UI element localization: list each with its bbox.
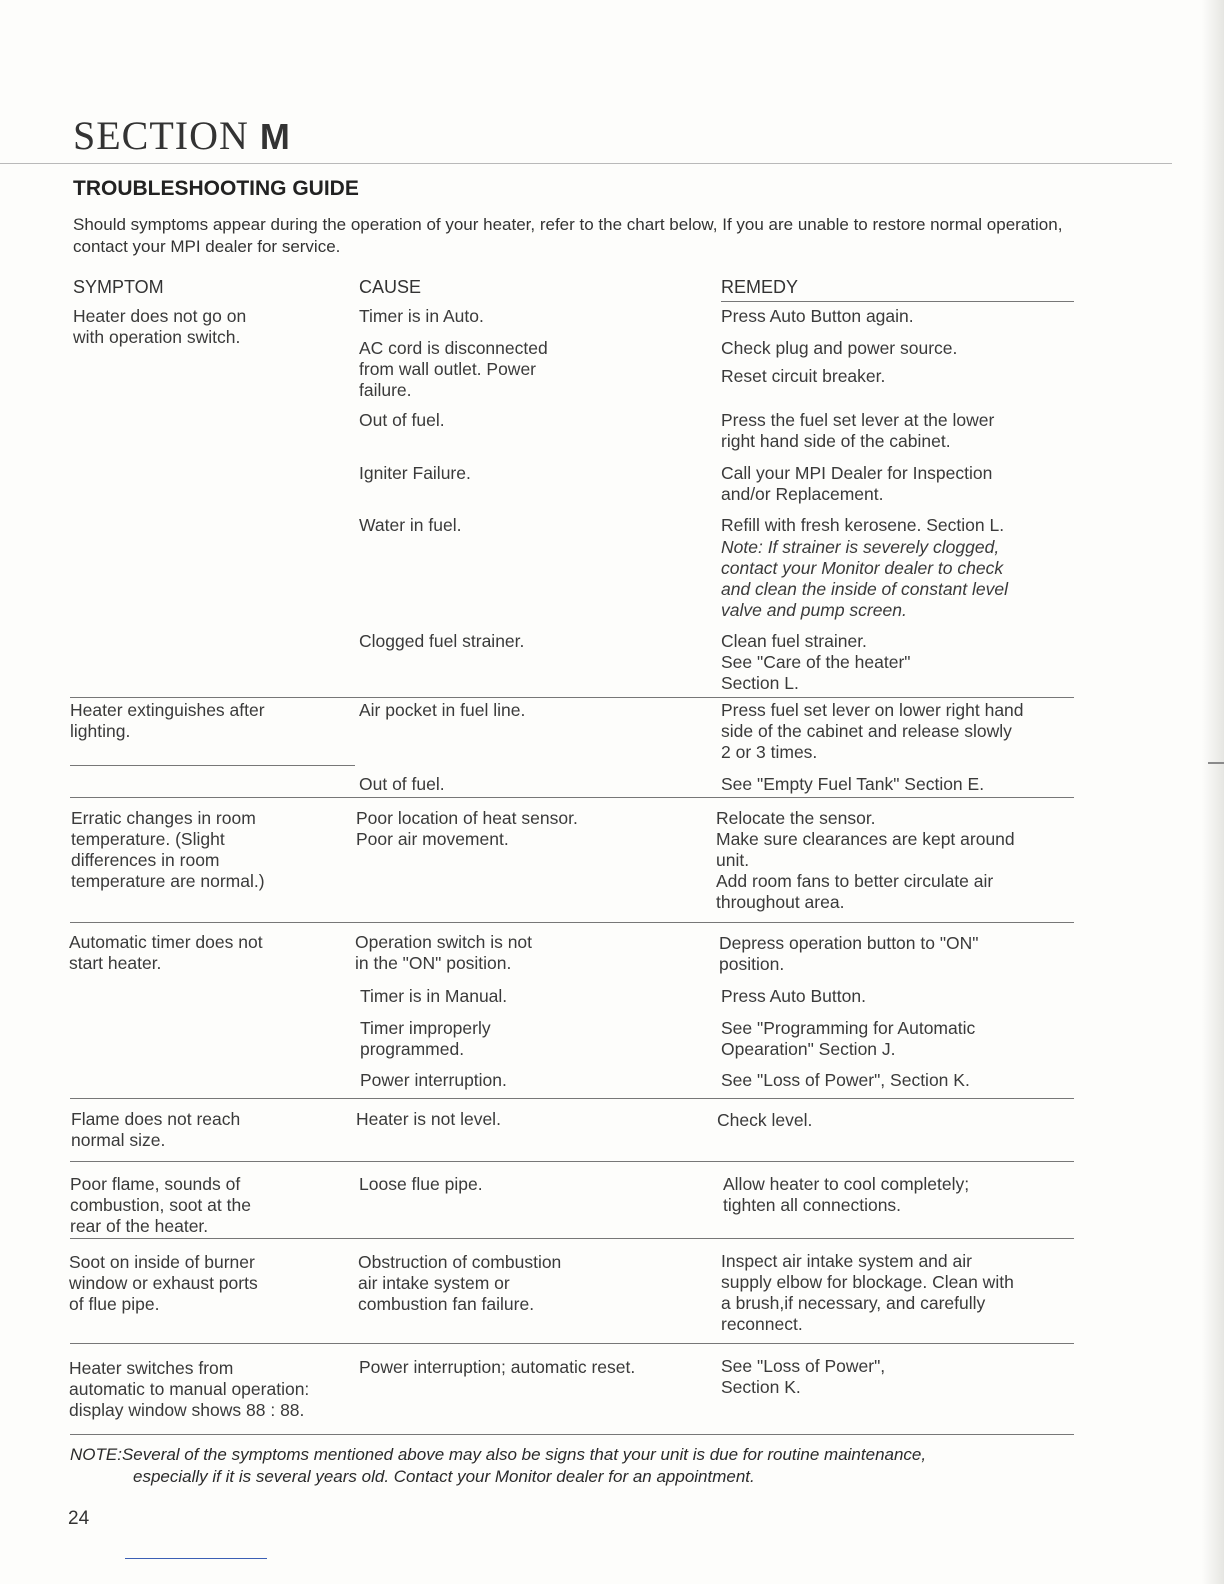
remedy-cell: Clean fuel strainer. See "Care of the heater" Section L. — [721, 631, 911, 693]
cause-cell: Heater is not level. — [356, 1109, 501, 1129]
row-divider — [70, 697, 1074, 698]
cause-cell: Power interruption. — [360, 1070, 507, 1090]
symptom-cell: Flame does not reach normal size. — [71, 1109, 241, 1150]
remedy-cell: See "Loss of Power", Section K. — [721, 1356, 886, 1397]
row-divider — [70, 797, 1074, 798]
remedy-cell: See "Empty Fuel Tank" Section E. — [721, 774, 985, 794]
cause-cell: Timer improperly programmed. — [360, 1018, 491, 1059]
cause-cell: Out of fuel. — [359, 410, 445, 430]
cause-cell: Poor location of heat sensor. Poor air movement. — [356, 808, 578, 849]
remedy-cell: Refill with fresh kerosene. Section L. — [721, 515, 1005, 535]
symptom-cell: Heater does not go on with operation switch. — [73, 306, 247, 347]
cause-cell: Timer is in Auto. — [359, 306, 484, 326]
remedy-cell: Check level. — [717, 1110, 813, 1130]
cause-cell: Clogged fuel strainer. — [359, 631, 525, 651]
remedy-cell: See "Loss of Power", Section K. — [721, 1070, 970, 1090]
column-header-cause: CAUSE — [359, 277, 422, 297]
section-word: SECTION — [73, 113, 249, 158]
remedy-cell: Press Auto Button. — [721, 986, 866, 1006]
remedy-note: Note: If strainer is severely clogged, contact your Monitor dealer to check and clean the inside of constant level valve and pump screen. — [721, 537, 1008, 620]
remedy-cell: Call your MPI Dealer for Inspection and/or Replacement. — [721, 463, 993, 504]
title-divider — [0, 163, 1172, 164]
symptom-cell: Automatic timer does not start heater. — [69, 932, 263, 973]
row-divider — [70, 922, 1074, 923]
note-line-2: especially if it is several years old. Contact your Monitor dealer for an appointment. — [133, 1467, 755, 1486]
symptom-cell: Heater switches from automatic to manual operation: display window shows 88 : 88. — [69, 1358, 310, 1420]
remedy-cell: Inspect air intake system and air supply elbow for blockage. Clean with a brush,if necessary, and carefully reconnect. — [721, 1251, 1014, 1334]
cause-cell: Power interruption; automatic reset. — [359, 1357, 636, 1377]
remedy-cell: Reset circuit breaker. — [721, 366, 886, 386]
maintenance-note — [70, 1444, 1090, 1488]
row-divider — [70, 1238, 1074, 1239]
symptom-cell: Erratic changes in room temperature. (Slight differences in room temperature are normal.) — [71, 808, 265, 891]
footer-line — [125, 1558, 267, 1559]
remedy-cell: Relocate the sensor. Make sure clearances are kept around unit. Add room fans to better circulate air throughout area. — [716, 808, 1015, 912]
row-divider — [70, 1434, 1074, 1435]
column-header-remedy: REMEDY — [721, 277, 799, 297]
remedy-cell: Press Auto Button again. — [721, 306, 914, 326]
cause-cell: Out of fuel. — [359, 774, 445, 794]
cause-cell: Operation switch is not in the "ON" position. — [355, 932, 533, 973]
header-rule — [721, 301, 1074, 302]
cause-cell: AC cord is disconnected from wall outlet. Power failure. — [359, 338, 548, 400]
cause-cell: Obstruction of combustion air intake system or combustion fan failure. — [358, 1252, 562, 1314]
remedy-cell: Press the fuel set lever at the lower right hand side of the cabinet. — [721, 410, 995, 451]
section-title — [73, 112, 291, 159]
symptom-cell: Poor flame, sounds of combustion, soot at the rear of the heater. — [70, 1174, 251, 1236]
cause-cell: Igniter Failure. — [359, 463, 471, 483]
row-divider — [70, 1161, 1074, 1162]
row-divider — [70, 1098, 1074, 1099]
remedy-cell: Depress operation button to "ON" position. — [719, 933, 979, 974]
remedy-cell: Allow heater to cool completely; tighten all connections. — [723, 1174, 970, 1215]
page-edge-shadow — [1202, 0, 1224, 1584]
page-number: 24 — [68, 1508, 90, 1529]
remedy-cell: Press fuel set lever on lower right hand side of the cabinet and release slowly 2 or 3 times. — [721, 700, 1024, 762]
guide-heading: TROUBLESHOOTING GUIDE — [73, 177, 359, 200]
row-divider — [70, 1343, 1074, 1344]
remedy-cell: See "Programming for Automatic Opearation" Section J. — [721, 1018, 976, 1059]
intro-paragraph: Should symptoms appear during the operation of your heater, refer to the chart below, If you are unable to restore normal operation, contact your MPI dealer for service. — [73, 215, 1063, 256]
cause-cell: Water in fuel. — [359, 515, 462, 535]
note-line-1: NOTE:Several of the symptoms mentioned above may also be signs that your unit is due for routine maintenance, — [70, 1445, 927, 1464]
cause-cell: Air pocket in fuel line. — [359, 700, 526, 720]
symptom-cell: Heater extinguishes after lighting. — [70, 700, 265, 741]
section-letter: M — [259, 116, 291, 157]
symptom-cell: Soot on inside of burner window or exhaust ports of flue pipe. — [69, 1252, 258, 1314]
row-divider — [70, 765, 355, 766]
column-header-symptom: SYMPTOM — [73, 277, 164, 297]
cause-cell: Timer is in Manual. — [360, 986, 508, 1006]
remedy-cell: Check plug and power source. — [721, 338, 958, 358]
cause-cell: Loose flue pipe. — [359, 1174, 483, 1194]
page-edge-mark — [1208, 762, 1224, 764]
